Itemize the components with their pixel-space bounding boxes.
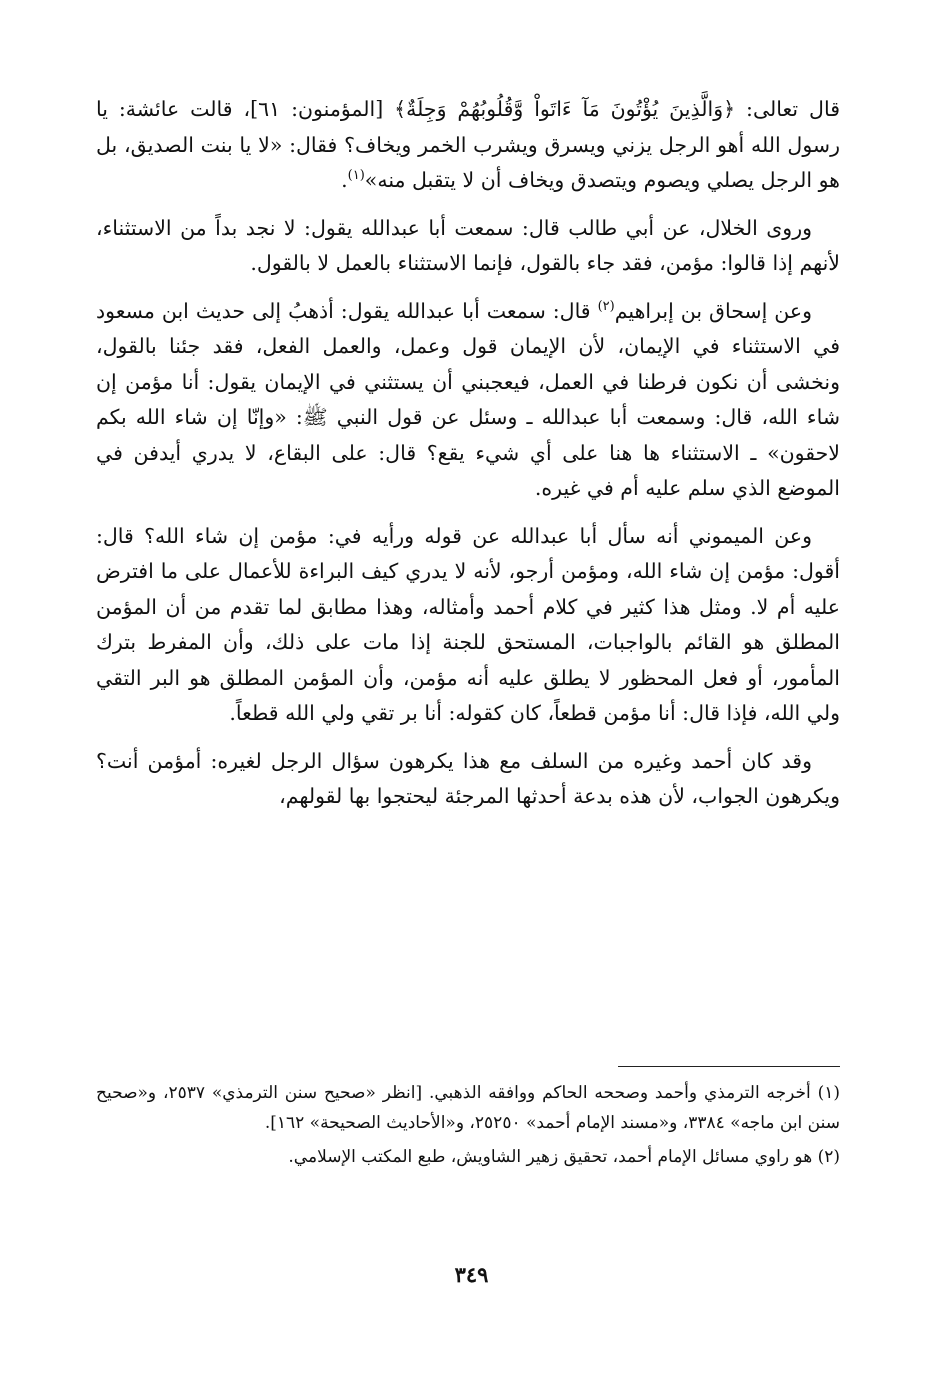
footnote-1: (١) أخرجه الترمذي وأحمد وصححه الحاكم ووافقه الذهبي. [انظر «صحيح سنن الترمذي» ٢٥٣٧، و«صحيح سنن ابن ماجه» ٣٣٨٤، و«مسند الإمام أحمد» ٢٥٢٥٠، و«الأحاديث الصحيحة» ١٦٢]. <box>96 1083 841 1133</box>
footnote-separator <box>618 1066 840 1067</box>
paragraph-3 <box>96 294 840 507</box>
paragraph-5: وقد كان أحمد وغيره من السلف مع هذا يكرهون سؤال الرجل لغيره: أمؤمن أنت؟ ويكرهون الجواب، لأن هذه بدعة أحدثها المرجئة ليحتجوا بها لقولهم، <box>96 748 840 808</box>
paragraph-1-intro: قال تعالى: <box>735 97 840 121</box>
page-body <box>96 92 840 827</box>
paragraph-1 <box>96 92 840 199</box>
quran-verse: ﴿وَالَّذِينَ يُؤْتُونَ مَآ ءَاتَواْ وَّقُلُوبُهُمْ وَجِلَةٌ﴾ <box>394 97 736 121</box>
paragraph-1-end: . <box>341 168 348 192</box>
page-number: ٣٤٩ <box>454 1262 489 1287</box>
footnote-ref-1[interactable]: (١) <box>347 168 365 184</box>
footnotes <box>96 1078 840 1176</box>
paragraph-3-text: قال: سمعت أبا عبدالله يقول: أذهبُ إلى حديث ابن مسعود في الاستثناء في الإيمان، لأن الإيمان قول وعمل، والعمل الفعل، فقد جئنا بالقول، ونخشى أن نكون فرطنا في العمل، فيعجبني أن يستثني في الإيمان يقول: أنا مؤمن إن شاء الله، قال: وسمعت أبا عبدالله ـ وسئل عن قول النبي ﷺ: «وإنّا إن شاء الله بكم لاحقون» ـ الاستثناء ها هنا على أي شيء يقع؟ قال: على البقاع، لا يدري أيدفن في الموضع الذي سلم عليه أم في غيره. <box>96 298 840 500</box>
footnote-ref-2[interactable]: (٢) <box>597 298 615 314</box>
paragraph-3-intro: وعن إسحاق بن إبراهيم <box>614 298 813 323</box>
paragraph-2: وروى الخلال، عن أبي طالب قال: سمعت أبا عبدالله يقول: لا نجد بداً من الاستثناء، لأنهم إذا قالوا: مؤمن، فقد جاء بالقول، فإنما الاستثناء بالعمل لا بالقول. <box>96 215 840 275</box>
paragraph-1-text: [المؤمنون: ٦١]، قالت عائشة: يا رسول الله أهو الرجل يزني ويسرق ويشرب الخمر ويخاف؟ فقال: «لا يا بنت الصديق، بل هو الرجل يصلي ويصوم ويتصدق ويخاف أن لا يتقبل منه» <box>96 97 840 192</box>
paragraph-4: وعن الميموني أنه سأل أبا عبدالله عن قوله ورأيه في: مؤمن إن شاء الله؟ قال: أقول: مؤمن إن شاء الله، ومؤمن أرجو، لأنه لا يدري كيف البراءة للأعمال على ما افترض عليه أم لا. ومثل هذا كثير في كلام أحمد وأمثاله، وهذا مطابق لما تقدم من أن المؤمن المطلق هو القائم بالواجبات، المستحق للجنة إذا مات على ذلك، وأن المفرط بترك المأمور، أو فعل المحظور لا يطلق عليه أنه مؤمن، وأن المؤمن المطلق هو البر التقي ولي الله، فإذا قال: أنا مؤمن قطعاً، كان كقوله: أنا بر تقي ولي الله قطعاً. <box>96 523 840 725</box>
footnote-2: (٢) هو راوي مسائل الإمام أحمد، تحقيق زهير الشاويش، طبع المكتب الإسلامي. <box>288 1147 840 1167</box>
